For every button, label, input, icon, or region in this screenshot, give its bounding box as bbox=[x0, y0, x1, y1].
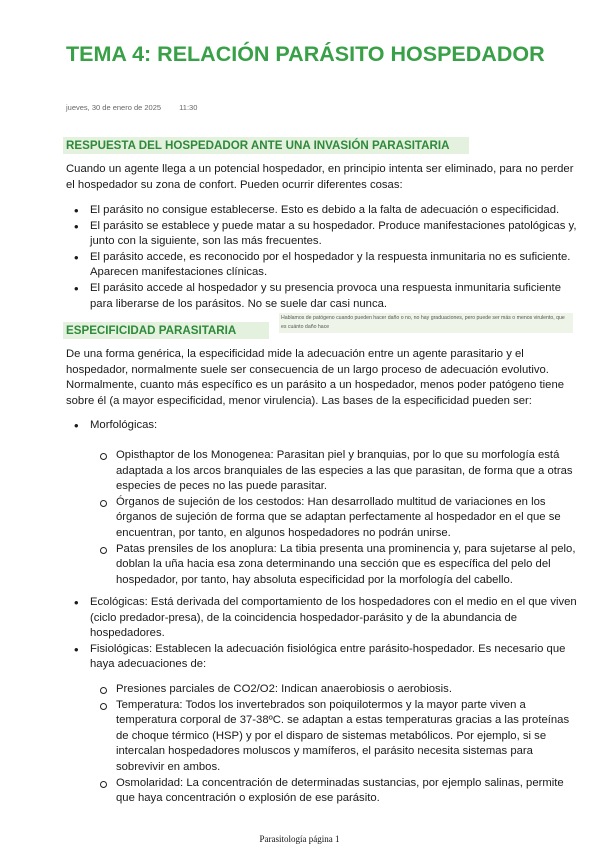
section2-intro: De una forma genérica, la especificidad mide la adecuación entre un agente parasitario y el hospedador, normalmente suele ser consecuencia de un largo proceso de adecuación evolutivo. Normalmente, cuanto más específico es un parásito a un hospedador, menos poder patógeno tiene sobre él (a mayor especificidad, menor virulencia). Las bases de la especificidad pueden ser: bbox=[66, 348, 565, 407]
side-note: Hablamos de patógeno cuando pueden hacer daño o no, no hay graduaciones, pero puede ser más o menos virulento, que es cuánto daño hace bbox=[279, 313, 573, 333]
sublist-item: Osmolaridad: La concentración de determinadas sustancias, por ejemplo salinas, permite que haya concentración o explosión de ese parásito. bbox=[66, 776, 582, 807]
section1-intro: Cuando un agente llega a un potencial hospedador, en principio intenta ser eliminado, para no perder el hospedador su zona de confort. Pueden ocurrir diferentes cosas: bbox=[66, 163, 574, 191]
sublist-item: Opisthaptor de los Monogenea: Parasitan piel y branquias, por lo que su morfología está adaptada a los arcos branquiales de las especies a las que parasitan, de forma que a otras especies de peces no las puede parasitar. bbox=[66, 448, 582, 495]
list-item-morfologicas: • Morfológicas: bbox=[66, 418, 582, 434]
page-footer: Parasitología página 1 bbox=[259, 834, 340, 844]
sublist-item: Órganos de sujeción de los cestodos: Han desarrollado multitud de variaciones en los órganos de sujeción de forma que se adaptan perfectamente al hospedador en el que se encuentran, por tanto, en algunos hospedadores no podrán unirse. bbox=[66, 495, 582, 542]
sublist-item: Presiones parciales de CO2/O2: Indican anaerobiosis o aerobiosis. bbox=[66, 682, 582, 698]
fisio-sublist bbox=[66, 682, 582, 807]
section-heading-respuesta: RESPUESTA DEL HOSPEDADOR ANTE UNA INVASIÓN PARASITARIA bbox=[63, 137, 469, 154]
note-date: jueves, 30 de enero de 2025 bbox=[66, 103, 162, 112]
list-item-ecologicas: • Ecológicas: Está derivada del comportamiento de los hospedadores con el medio en el que viven (ciclo predador-presa), de la coincidencia hospedador-parásito y de la abundancia de hospedadores. bbox=[66, 595, 582, 642]
section-heading-especificidad: ESPECIFICIDAD PARASITARIA bbox=[63, 322, 269, 339]
eco-fisio-list bbox=[66, 595, 582, 673]
list-item: • El parásito accede, es reconocido por el hospedador y la respuesta inmunitaria no es suficiente. Aparecen manifestaciones clínicas. bbox=[66, 250, 582, 281]
list-item: • El parásito no consigue establecerse. Esto es debido a la falta de adecuación o especificidad. bbox=[66, 203, 582, 219]
sublist-item: Temperatura: Todos los invertebrados son poiquilotermos y la mayor parte viven a temperatura corporal de 37-38ºC. se adaptan a estas temperaturas gracias a las proteínas de choque térmico (HSP) y por el disparo de sistemas metabólicos. Por ejemplo, si se intercalan hospedadores moluscos y mamíferos, el parásito necesita sistemas para sobrevivir en ambos. bbox=[66, 698, 582, 776]
sublist-item: Patas prensiles de los anoplura: La tibia presenta una prominencia y, para sujetarse al pelo, doblan la uña hacia esa zona determinando una sección que es específica del pelo del hospedador, por tanto, hay absoluta especificidad por la morfología del cabello. bbox=[66, 542, 582, 589]
list-item: • El parásito se establece y puede matar a su hospedador. Produce manifestaciones patológicas y, junto con la siguiente, son las más frecuentes. bbox=[66, 219, 582, 250]
list-item-fisiologicas: • Fisiológicas: Establecen la adecuación fisiológica entre parásito-hospedador. Es necesario que haya adecuaciones de: bbox=[66, 642, 582, 673]
note-meta bbox=[66, 103, 197, 112]
page-title: TEMA 4: RELACIÓN PARÁSITO HOSPEDADOR bbox=[66, 42, 545, 66]
list-item: • El parásito accede al hospedador y su presencia provoca una respuesta inmunitaria suficiente para liberarse de los parásitos. No se suele dar casi nunca. bbox=[66, 281, 582, 312]
morph-sublist bbox=[66, 448, 582, 588]
section1-list bbox=[66, 203, 582, 312]
note-time: 11:30 bbox=[179, 103, 198, 112]
morph-list bbox=[66, 418, 582, 434]
